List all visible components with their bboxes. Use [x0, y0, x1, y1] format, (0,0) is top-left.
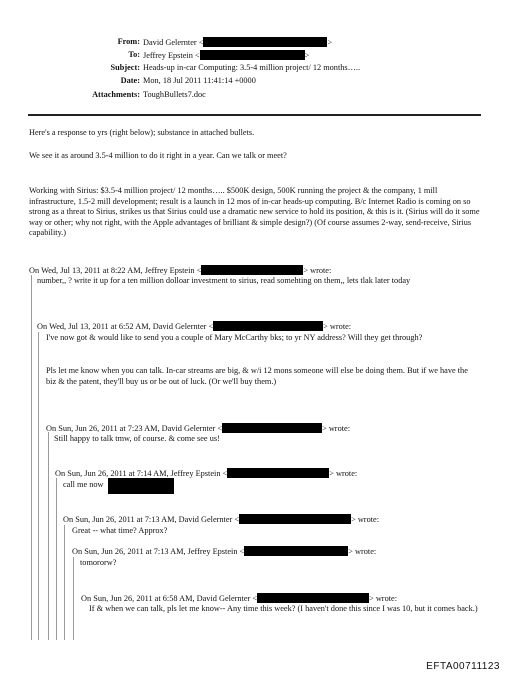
redaction-bar — [257, 593, 369, 603]
to-value: Jeffrey Epstein < > — [143, 51, 310, 60]
from-label: From: — [117, 37, 140, 46]
quote-header: On Wed, Jul 13, 2011 at 8:22 AM, Jeffrey Epstein < > wrote: — [29, 266, 332, 275]
quote-text: Great -- what time? Approx? — [72, 526, 168, 535]
header-divider — [28, 114, 481, 116]
quote-text: If & when we can talk, pls let me know-- Any time this week? (I haven't done this since I was 10, but it comes back.) — [89, 604, 478, 613]
redaction-bar — [239, 514, 351, 524]
quote-header: On Sun, Jun 26, 2011 at 7:13 AM, Jeffrey Epstein < > wrote: — [72, 547, 377, 556]
redaction-bar — [227, 468, 329, 478]
body-paragraph-3: Working with Sirius: $3.5-4 million project/ 12 months….. $500K design, 500K running the project & the company, 1 mill infrastructure, 1.5-2 mill development; result is a launch in 12 mos of in-car heads-up computing. B/c Internet Radio is coming on so strong as a threat to Sirius, strikes us that Sirius could use a dramatic new service to hold its position, & this is it. (Sirius will do it some way or other; why not right, with the Apple advantages of brilliant & simple design?) (Of course assumes 2-way, send-receive, Sirius capability.) — [29, 186, 480, 237]
quote-text: tomororw? — [80, 558, 117, 567]
document-id-stamp: EFTA00711123 — [426, 660, 500, 672]
redaction-bar — [200, 50, 305, 60]
quote-text: Still happy to talk tmw, of course. & come see us! — [54, 434, 220, 443]
quote-bar — [73, 557, 74, 640]
body-paragraph-1: Here's a response to yrs (right below); substance in attached bullets. — [29, 128, 255, 137]
redaction-bar — [222, 423, 322, 433]
quote-header: On Sun, Jun 26, 2011 at 7:13 AM, David Gelernter < > wrote: — [63, 515, 380, 524]
redaction-bar — [203, 37, 327, 47]
quote-text: I've now got & would like to send you a couple of Mary McCarthy bks; to yr NY address? Will they get through? — [46, 333, 423, 342]
quote-header: On Wed, Jul 13, 2011 at 6:52 AM, David Gelernter < > wrote: — [37, 322, 352, 331]
body-paragraph-2: We see it as around 3.5-4 million to do it right in a year. Can we talk or meet? — [29, 151, 287, 160]
subject-label: Subject: — [110, 63, 140, 72]
redaction-bar — [213, 321, 323, 331]
date-value: Mon, 18 Jul 2011 11:41:14 +0000 — [143, 76, 256, 85]
from-value: David Gelernter < > — [143, 38, 333, 47]
redaction-bar — [244, 546, 348, 556]
redaction-bar — [201, 265, 303, 275]
quote-header: On Sun, Jun 26, 2011 at 7:14 AM, Jeffrey Epstein < > wrote: — [55, 469, 358, 478]
quote-bar — [38, 332, 39, 640]
quote-text: call me now — [63, 480, 104, 489]
quote-header: On Sun, Jun 26, 2011 at 6:58 AM, David Gelernter < > wrote: — [81, 594, 398, 603]
quote-bar — [56, 478, 57, 640]
date-label: Date: — [120, 76, 140, 85]
quote-bar — [48, 432, 49, 640]
quote-bar — [64, 525, 65, 640]
quote-header: On Sun, Jun 26, 2011 at 7:23 AM, David Gelernter < > wrote: — [46, 424, 351, 433]
subject-value: Heads-up in-car Computing: 3.5-4 million project/ 12 months….. — [143, 63, 361, 72]
quote-text: number,, ? write it up for a ten million dolloar investment to sirius, read somehting on them,, lets tlak later today — [37, 276, 411, 285]
attachments-label: Attachments: — [92, 90, 140, 99]
attachment-link[interactable]: ToughBullets7.doc — [143, 90, 206, 99]
quote-bar — [31, 275, 32, 640]
redaction-bar — [108, 478, 174, 494]
to-label: To: — [128, 50, 140, 59]
quote-text: Pls let me know when you can talk. In-car streams are big, & w/i 12 mons someone will else be doing them. But if we have the biz & the patent, they'll buy us or be out of luck. (Or we'll buy them.) — [46, 366, 468, 386]
